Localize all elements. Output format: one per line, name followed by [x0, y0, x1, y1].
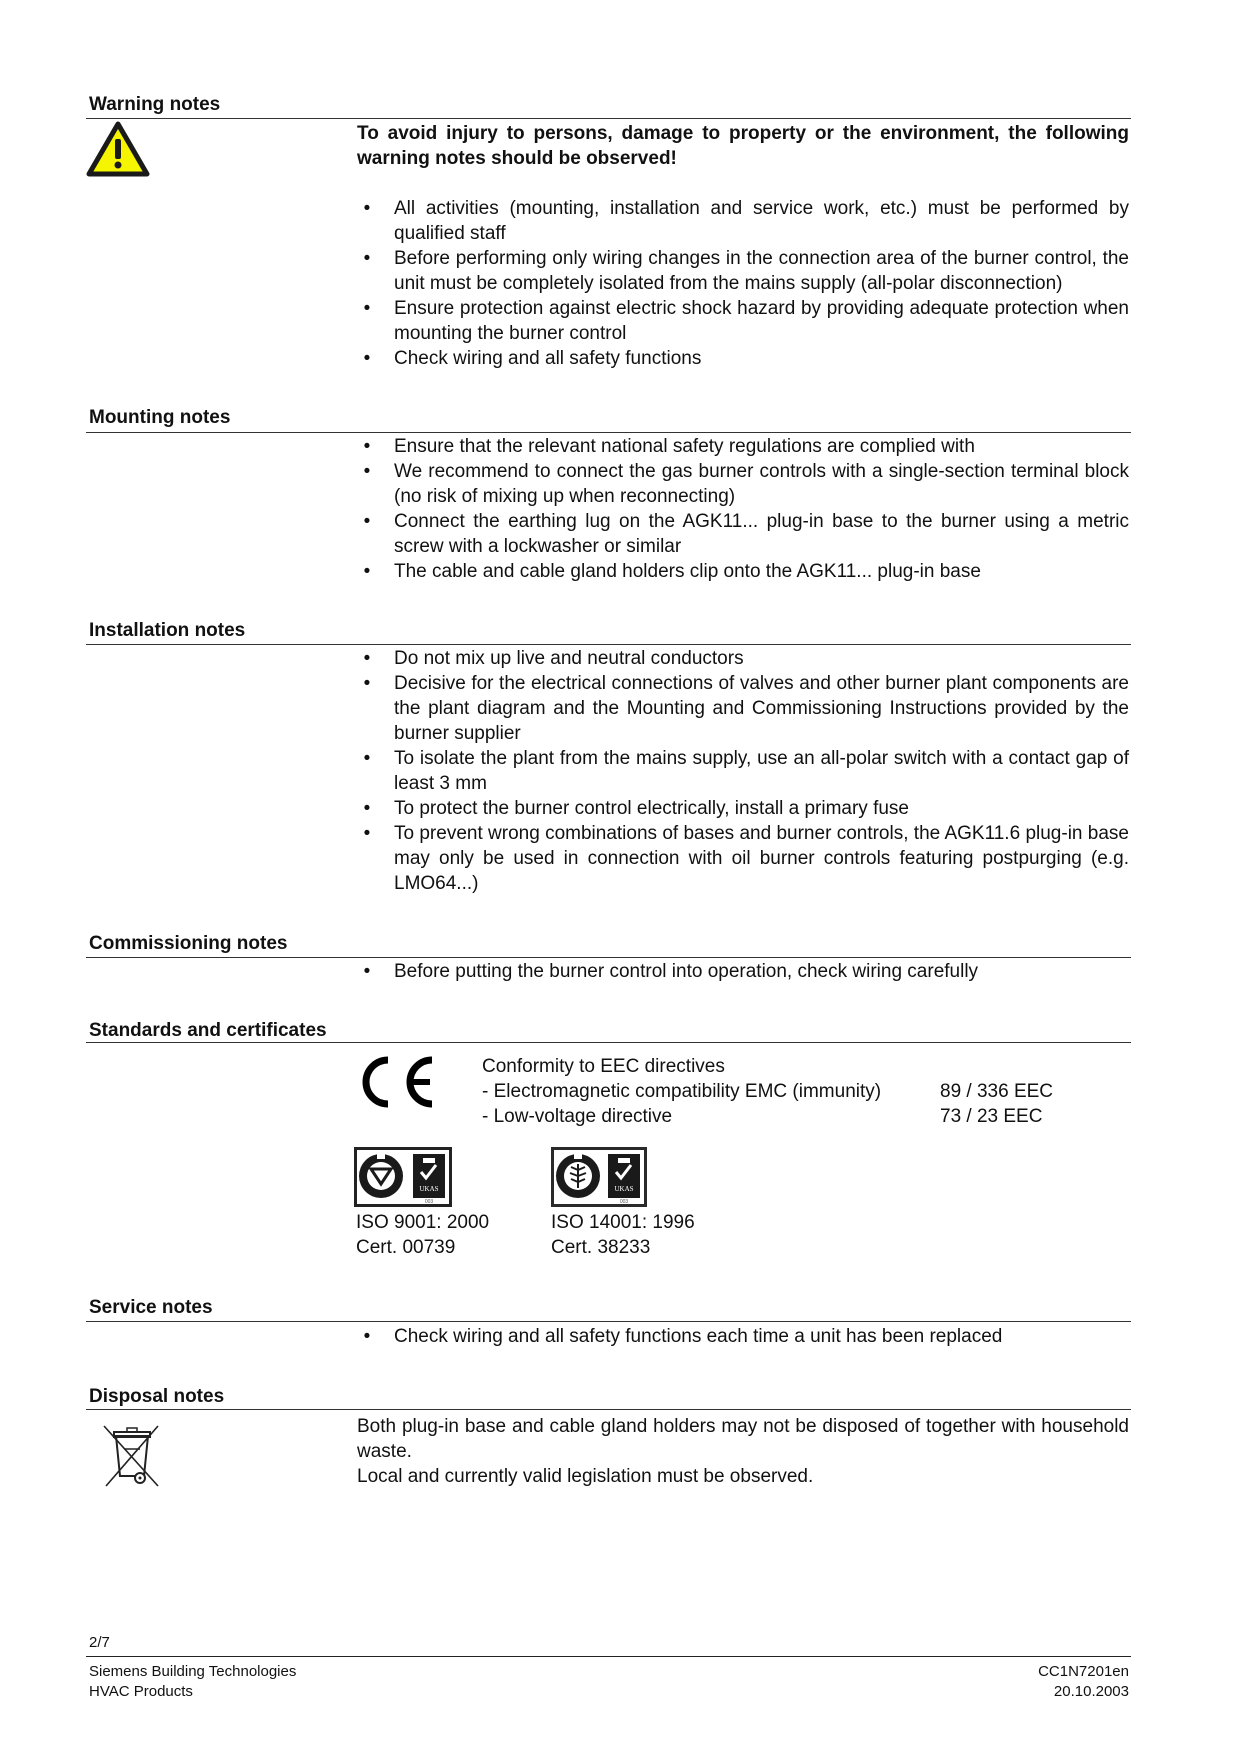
bullet-icon: • [363, 461, 371, 482]
footer-division: HVAC Products [89, 1683, 193, 1700]
section-title-standards: Standards and certificates [89, 1020, 327, 1041]
bsi-ukas-environment-logo-icon [551, 1147, 647, 1207]
svg-text:003: 003 [619, 1199, 629, 1204]
list-item: • The cable and cable gland holders clip onto the AGK11... plug-in base [357, 559, 1129, 584]
installation-list [357, 646, 1129, 896]
section-divider [86, 1321, 1131, 1322]
mounting-list [357, 434, 1129, 584]
list-item: • Ensure that the relevant national safety regulations are complied with [357, 434, 1129, 459]
bullet-icon: • [363, 511, 371, 532]
warning-lead-text: To avoid injury to persons, damage to property or the environment, the following warning notes should be observed! [357, 123, 1129, 169]
list-item: • All activities (mounting, installation and service work, etc.) must be performed by qualified staff [357, 196, 1129, 246]
crossed-out-wheelie-bin-icon [102, 1424, 162, 1488]
list-item: • Do not mix up live and neutral conductors [357, 646, 1129, 671]
bullet-icon: • [363, 348, 371, 369]
list-item: • To protect the burner control electrically, install a primary fuse [357, 796, 1129, 821]
list-item: • Before putting the burner control into operation, check wiring carefully [357, 959, 1129, 984]
bsi-ukas-quality-logo-icon [354, 1147, 452, 1207]
svg-text:UKAS: UKAS [419, 1185, 439, 1193]
section-divider [86, 1409, 1131, 1410]
warning-list [357, 196, 1129, 371]
footer-date: 20.10.2003 [1053, 1683, 1129, 1700]
bullet-icon: • [363, 673, 371, 694]
bullet-icon: • [363, 298, 371, 319]
section-divider [86, 118, 1131, 119]
iso-standard-label: ISO 9001: 2000 [356, 1212, 490, 1233]
list-item: • Ensure protection against electric shock hazard by providing adequate protection when mounting the burner control [357, 296, 1129, 346]
commissioning-content [357, 959, 1129, 984]
footer-company: Siemens Building Technologies [89, 1663, 297, 1680]
list-item: • We recommend to connect the gas burner controls with a single-section terminal block (no risk of mixing up when reconnecting) [357, 459, 1129, 509]
bullet-icon: • [363, 823, 371, 844]
list-item: • Check wiring and all safety functions each time a unit has been replaced [357, 1324, 1129, 1349]
service-list [357, 1324, 1129, 1349]
service-content [357, 1324, 1129, 1349]
footer-doc-id: CC1N7201en [1038, 1663, 1129, 1680]
bullet-icon: • [363, 436, 371, 457]
ce-mark-icon [358, 1054, 438, 1110]
directive-name: - Electromagnetic compatibility EMC (immunity) [482, 1081, 882, 1102]
list-item: • To prevent wrong combinations of bases and burner controls, the AGK11.6 plug-in base may only be used in connection with oil burner controls featuring postpurging (e.g. LMO64...) [357, 821, 1129, 896]
list-item: • To isolate the plant from the mains supply, use an all-polar switch with a contact gap of least 3 mm [357, 746, 1129, 796]
list-item: • Check wiring and all safety functions [357, 346, 1129, 371]
disposal-content [357, 1414, 1129, 1489]
section-divider [86, 1042, 1131, 1043]
section-title-installation: Installation notes [89, 620, 246, 641]
bullet-icon: • [363, 648, 371, 669]
installation-content [357, 646, 1129, 896]
bullet-icon: • [363, 561, 371, 582]
directive-name: - Low-voltage directive [482, 1106, 673, 1127]
section-title-commissioning: Commissioning notes [89, 933, 288, 954]
section-title-warning: Warning notes [89, 94, 221, 115]
list-item: • Before performing only wiring changes in the connection area of the burner control, the unit must be completely isolated from the mains supply (all-polar disconnection) [357, 246, 1129, 296]
bullet-icon: • [363, 748, 371, 769]
section-divider [86, 957, 1131, 958]
bullet-icon: • [363, 198, 371, 219]
bullet-icon: • [363, 798, 371, 819]
svg-text:003: 003 [424, 1199, 434, 1204]
bullet-icon: • [363, 961, 371, 982]
svg-text:UKAS: UKAS [614, 1185, 634, 1193]
section-divider [86, 432, 1131, 433]
bullet-icon: • [363, 1326, 371, 1347]
list-item: • Connect the earthing lug on the AGK11... plug-in base to the burner using a metric screw with a lockwasher or similar [357, 509, 1129, 559]
warning-triangle-icon [86, 121, 150, 177]
directive-ref: 89 / 336 EEC [940, 1081, 1054, 1102]
commissioning-list [357, 959, 1129, 984]
warning-content [357, 121, 1129, 371]
disposal-text: Local and currently valid legislation must be observed. [357, 1466, 814, 1487]
cert-number: Cert. 00739 [356, 1237, 456, 1258]
footer-divider [86, 1656, 1131, 1657]
page-number: 2/7 [89, 1634, 110, 1651]
list-item: • Decisive for the electrical connections of valves and other burner plant components are the plant diagram and the Mounting and Commissioning Instructions provided by the burner supplier [357, 671, 1129, 746]
section-divider [86, 644, 1131, 645]
iso-standard-label: ISO 14001: 1996 [551, 1212, 695, 1233]
section-title-disposal: Disposal notes [89, 1386, 225, 1407]
disposal-text: Both plug-in base and cable gland holders may not be disposed of together with household waste. [357, 1416, 1129, 1462]
section-title-service: Service notes [89, 1297, 213, 1318]
mounting-content [357, 434, 1129, 584]
cert-number: Cert. 38233 [551, 1237, 651, 1258]
conformity-heading: Conformity to EEC directives [482, 1056, 725, 1077]
bullet-icon: • [363, 248, 371, 269]
section-title-mounting: Mounting notes [89, 407, 231, 428]
directive-ref: 73 / 23 EEC [940, 1106, 1043, 1127]
